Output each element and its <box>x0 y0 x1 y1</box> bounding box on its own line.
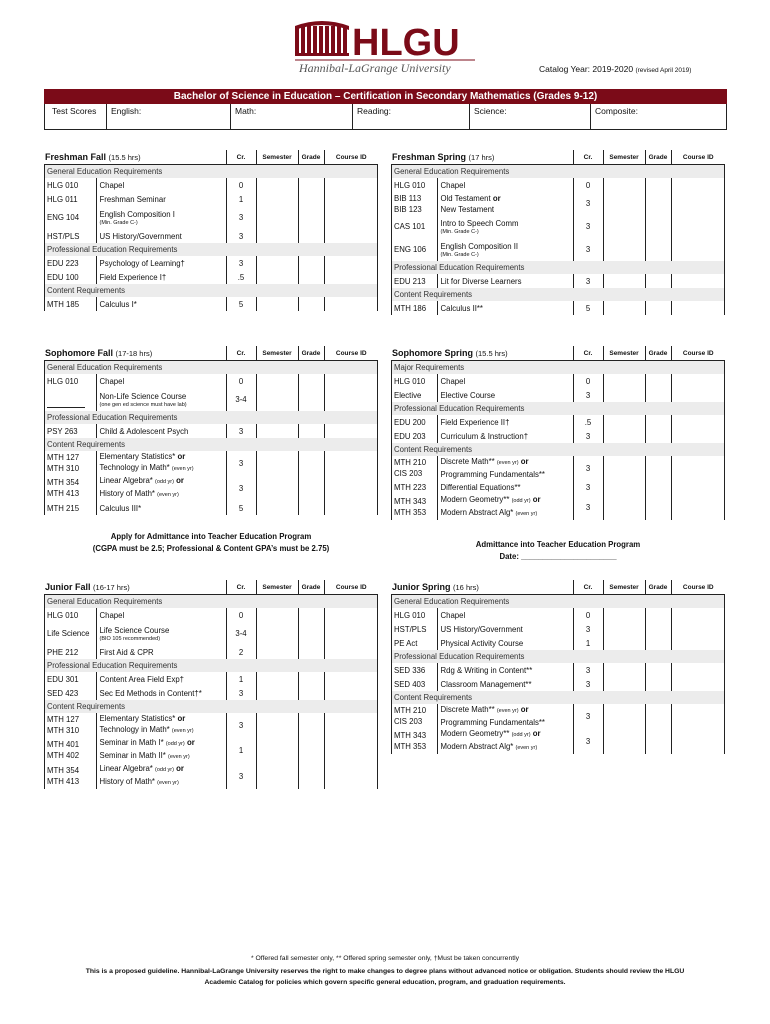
course-row: MTH 186 Calculus II** 5 <box>391 301 725 315</box>
admittance-date-field[interactable]: Date: ______________________ <box>499 552 617 561</box>
course-row: MTH 185 Calculus I* 5 <box>44 297 378 311</box>
footnote-legend: * Offered fall semester only, ** Offered spring semester only, †Must be taken concurrently <box>250 955 520 962</box>
logo-subtitle: Hannibal-LaGrange University <box>299 61 451 75</box>
cr-header: Cr. <box>226 150 256 165</box>
science-course-blank[interactable] <box>47 407 85 408</box>
course-id-header: Course ID <box>324 346 378 361</box>
section-label: General Education Requirements <box>44 165 378 179</box>
course-row: HLG 011 Freshman Seminar 1 <box>44 192 378 206</box>
grade-header: Grade <box>645 150 671 165</box>
disclaimer: This is a proposed guideline. Hannibal-LaGrange University reserves the right to make changes to degree plans without advanced notice or obligation. Students should review the HLGU Academic Catalog for policies which govern specific general education, program, and graduation requirements. <box>85 968 685 986</box>
science-field[interactable]: Science: <box>474 106 507 116</box>
grade-header: Grade <box>298 150 324 165</box>
course-id-header: Course ID <box>671 580 725 595</box>
section-label: General Education Requirements <box>44 361 378 375</box>
course-row: EDU 223 Psychology of Learning† 3 <box>44 256 378 270</box>
hlgu-logo <box>295 20 475 75</box>
cr-header: Cr. <box>573 150 603 165</box>
english-field[interactable]: English: <box>111 106 142 116</box>
course-row: PHE 212 First Aid & CPR 2 <box>44 645 378 659</box>
admittance-date-note: Admittance into Teacher Education Program Date: ______________________ <box>391 539 725 563</box>
course-row: HLG 010 Chapel 0 <box>44 608 378 622</box>
course-row: HLG 010 Chapel 0 <box>391 374 725 388</box>
section-label: Content Requirements <box>44 438 378 451</box>
course-row: MTH 343 MTH 353 Modern Geometry** (odd yr) or Modern Abstract Alg* (even yr) 3 <box>391 728 725 754</box>
semester-header: Semester <box>603 346 645 361</box>
course-row: EDU 100 Field Experience I† .5 <box>44 270 378 284</box>
course-row: BIB 113 BIB 123 Old Testament or New Testament 3 <box>391 192 725 215</box>
course-row: MTH 343 MTH 353 Modern Geometry** (odd yr) or Modern Abstract Alg* (even yr) 3 <box>391 494 725 520</box>
freshman-fall-block <box>44 150 378 311</box>
course-id-header: Course ID <box>324 580 378 595</box>
catalog-year: Catalog Year: 2019-2020 (revised April 2019) <box>539 64 692 74</box>
logo-text: HLGU <box>352 22 460 64</box>
semester-header: Semester <box>603 580 645 595</box>
cr-header: Cr. <box>573 580 603 595</box>
section-label: Professional Education Requirements <box>44 411 378 424</box>
section-label: Professional Education Requirements <box>44 659 378 672</box>
course-row: Life Science Life Science Course (BIO 105 recommended) 3-4 <box>44 622 378 645</box>
sophomore-spring-title: Sophomore Spring (15.5 hrs) <box>391 346 573 361</box>
course-row: HLG 010 Chapel 0 <box>44 374 378 388</box>
course-row: SED 336 Rdg & Writing in Content** 3 <box>391 663 725 677</box>
course-row: MTH 401 MTH 402 Seminar in Math I* (odd yr) or Seminar in Math II* (even yr) 1 <box>44 737 378 763</box>
semester-header: Semester <box>256 346 298 361</box>
semester-header: Semester <box>603 150 645 165</box>
math-field[interactable]: Math: <box>235 106 257 116</box>
test-scores-label: Test Scores <box>52 106 97 116</box>
course-row: EDU 200 Field Experience II† .5 <box>391 415 725 429</box>
course-row: ENG 106 English Composition II (Min. Grade C-) 3 <box>391 238 725 261</box>
cr-header: Cr. <box>573 346 603 361</box>
junior-fall-block <box>44 580 378 789</box>
course-row: PE Act Physical Activity Course 1 <box>391 636 725 650</box>
section-label: Professional Education Requirements <box>391 261 725 274</box>
course-row: PSY 263 Child & Adolescent Psych 3 <box>44 424 378 438</box>
course-row: EDU 301 Content Area Field Exp† 1 <box>44 672 378 686</box>
composite-field[interactable]: Composite: <box>595 106 638 116</box>
course-row: SED 403 Classroom Management** 3 <box>391 677 725 691</box>
section-label: Content Requirements <box>391 288 725 301</box>
course-row: MTH 223 Differential Equations** 3 <box>391 480 725 494</box>
course-id-header: Course ID <box>671 150 725 165</box>
course-row: MTH 354 MTH 413 Linear Algebra* (odd yr) or History of Math* (even yr) 3 <box>44 763 378 789</box>
freshman-spring-title: Freshman Spring (17 hrs) <box>391 150 573 165</box>
section-label: General Education Requirements <box>391 595 725 609</box>
grade-header: Grade <box>298 346 324 361</box>
apply-admittance-note: Apply for Admittance into Teacher Education Program (CGPA must be 2.5; Professional & Content GPA’s must be 2.75) <box>92 532 330 553</box>
sophomore-fall-title: Sophomore Fall (17-18 hrs) <box>44 346 226 361</box>
cr-header: Cr. <box>226 346 256 361</box>
course-row: SED 423 Sec Ed Methods in Content†* 3 <box>44 686 378 700</box>
course-id-header: Course ID <box>324 150 378 165</box>
section-label: Major Requirements <box>391 361 725 375</box>
course-row: HLG 010 Chapel 0 <box>391 608 725 622</box>
section-label: General Education Requirements <box>391 165 725 179</box>
junior-spring-block <box>391 580 725 754</box>
reading-field[interactable]: Reading: <box>357 106 392 116</box>
course-row: MTH 127 MTH 310 Elementary Statistics* or Technology in Math* (even yr) 3 <box>44 713 378 737</box>
section-label: General Education Requirements <box>44 595 378 609</box>
sophomore-fall-block <box>44 346 378 515</box>
grade-header: Grade <box>298 580 324 595</box>
course-row: HLG 010 Chapel 0 <box>391 178 725 192</box>
section-label: Content Requirements <box>44 284 378 297</box>
course-row: MTH 127 MTH 310 Elementary Statistics* or Technology in Math* (even yr) 3 <box>44 451 378 475</box>
course-row: MTH 215 Calculus III* 5 <box>44 501 378 515</box>
course-row: MTH 354 MTH 413 Linear Algebra* (odd yr) or History of Math* (even yr) 3 <box>44 475 378 501</box>
course-row: HST/PLS US History/Government 3 <box>44 229 378 243</box>
course-id-header: Course ID <box>671 346 725 361</box>
freshman-fall-title: Freshman Fall (15.5 hrs) <box>44 150 226 165</box>
course-row: HST/PLS US History/Government 3 <box>391 622 725 636</box>
section-label: Content Requirements <box>44 700 378 713</box>
junior-spring-title: Junior Spring (16 hrs) <box>391 580 573 595</box>
grade-header: Grade <box>645 580 671 595</box>
program-banner: Bachelor of Science in Education – Certification in Secondary Mathematics (Grades 9-12) <box>44 89 727 104</box>
section-label: Professional Education Requirements <box>391 402 725 415</box>
section-label: Content Requirements <box>391 691 725 704</box>
course-row: MTH 210 CIS 203 Discrete Math** (even yr) or Programming Fundamentals** 3 <box>391 456 725 480</box>
section-label: Professional Education Requirements <box>391 650 725 663</box>
section-label: Content Requirements <box>391 443 725 456</box>
course-row: CAS 101 Intro to Speech Comm (Min. Grade C-) 3 <box>391 215 725 238</box>
course-row: MTH 210 CIS 203 Discrete Math** (even yr) or Programming Fundamentals** 3 <box>391 704 725 728</box>
course-row: HLG 010 Chapel 0 <box>44 178 378 192</box>
sophomore-spring-block <box>391 346 725 520</box>
grade-header: Grade <box>645 346 671 361</box>
junior-fall-title: Junior Fall (16-17 hrs) <box>44 580 226 595</box>
course-row: Elective Elective Course 3 <box>391 388 725 402</box>
test-scores-row <box>44 104 727 130</box>
cr-header: Cr. <box>226 580 256 595</box>
course-row: ENG 104 English Composition I (Min. Grade C-) 3 <box>44 206 378 229</box>
semester-header: Semester <box>256 580 298 595</box>
section-label: Professional Education Requirements <box>44 243 378 256</box>
freshman-spring-block <box>391 150 725 315</box>
semester-header: Semester <box>256 150 298 165</box>
course-row: Non-Life Science Course (one gen ed science must have lab) 3-4 <box>44 388 378 411</box>
course-row: EDU 213 Lit for Diverse Learners 3 <box>391 274 725 288</box>
course-row: EDU 203 Curriculum & Instruction† 3 <box>391 429 725 443</box>
